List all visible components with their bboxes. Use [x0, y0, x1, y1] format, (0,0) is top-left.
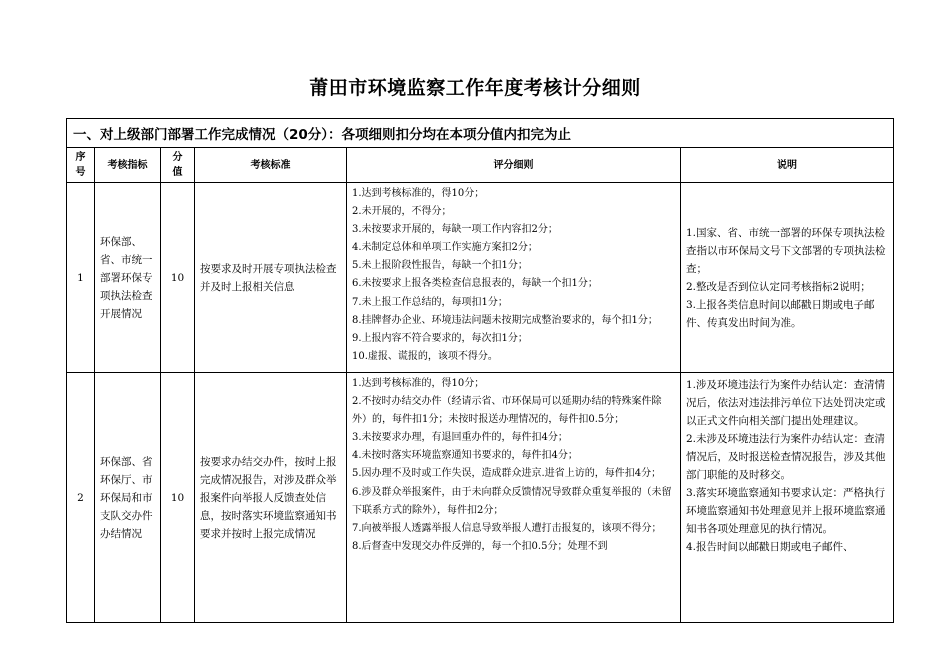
- indicator-cell: 环保部、省、市统一部署环保专项执法检查开展情况: [95, 183, 161, 373]
- header-standard: 考核标准: [195, 148, 347, 183]
- standard-cell: 按要求及时开展专项执法检查并及时上报相关信息: [195, 183, 347, 373]
- table-row: [67, 373, 894, 623]
- section-heading: 一、对上级部门部署工作完成情况（20分）：各项细则扣分均在本项分值内扣完为止: [67, 119, 894, 148]
- standard-cell: 按要求办结交办件，按时上报完成情况报告，对涉及群众举报案件向举报人反馈查处信息，按时落实环境监察通知书要求并按时上报完成情况: [195, 373, 347, 623]
- header-notes: 说明: [681, 148, 894, 183]
- rules-cell: [347, 373, 681, 623]
- rule-line: 1.达到考核标准的，得10分；: [352, 188, 485, 199]
- notes-cell: 1.国家、省、市统一部署的环保专项执法检查指以市环保局文号下文部署的专项执法检查； 2.整改是否到位认定同考核指标2说明； 3.上报各类信息时间以邮戳日期或电子邮件、传真发出时间为准。: [681, 183, 894, 373]
- rule-line: 4.未按时落实环境监察通知书要求的，每件扣4分；: [352, 450, 578, 462]
- header-indicator: 考核指标: [95, 148, 161, 183]
- rule-line: 6.涉及群众举报案件，由于未向群众反馈情况导致群众重复举报的（未留下联系方式的除外），每件扣2分；: [352, 486, 672, 516]
- scoring-table: [66, 118, 894, 623]
- rule-line: 7.向被举报人透露举报人信息导致举报人遭打击报复的，该项不得分；: [352, 522, 662, 534]
- rule-line: 5.未上报阶段性报告，每缺一个扣1分；: [352, 260, 528, 272]
- notes-text: 1.涉及环境违法行为案件办结认定：查清情况后，依法对违法排污单位下达处罚决定或以正式文件向相关部门提出处理建议。 2.未涉及环境违法行为案件办结认定：查清情况后，及时报送检查情况报告，涉及其他部门职能的及时移交。 3.落实环境监察通知书要求认定：严格执行环境监察通知书处理意见并上报环境监察通知书各项处理意见的执行情况。 4.报告时间以邮戳日期或电子邮件、: [686, 379, 886, 553]
- rule-line: 3.未按要求开展的，每缺一项工作内容扣2分；: [352, 224, 558, 236]
- score-cell: 10: [161, 183, 195, 373]
- header-rules: 评分细则: [347, 148, 681, 183]
- table-row: [67, 183, 894, 373]
- rule-line: 9.上报内容不符合要求的，每次扣1分；: [352, 332, 528, 344]
- seq-cell: 1: [67, 183, 95, 373]
- header-score: 分值: [161, 148, 195, 183]
- indicator-cell: 环保部、省环保厅、市环保局和市支队交办件办结情况: [95, 373, 161, 623]
- rule-line: 6.未按要求上报各类检查信息报表的，每缺一个扣1分；: [352, 278, 598, 290]
- rules-cell: [347, 183, 681, 373]
- rule-line: 2.不按时办结交办件（经请示省、市环保局可以延期办结的特殊案件除外）的，每件扣1分；未按时报送办理情况的，每件扣0.5分；: [352, 396, 662, 426]
- notes-cell: [681, 373, 894, 623]
- rule-line: 2.未开展的，不得分；: [352, 206, 452, 218]
- rule-line: 4.未制定总体和单项工作实施方案扣2分；: [352, 242, 538, 254]
- rule-line: 8.后督查中发现交办件反弹的，每一个扣0.5分；处理不到: [352, 540, 608, 552]
- rule-line: 8.挂牌督办企业、环境违法问题未按期完成整治要求的，每个扣1分；: [352, 314, 658, 326]
- rule-line: 10.虚报、谎报的，该项不得分。: [352, 350, 498, 362]
- rule-line: 5.因办理不及时或工作失误，造成群众进京.进省上访的，每件扣4分；: [352, 468, 662, 480]
- score-cell: 10: [161, 373, 195, 623]
- header-seq: 序号: [67, 148, 95, 183]
- seq-cell: 2: [67, 373, 95, 623]
- rule-line: 3.未按要求办理，有退回重办件的，每件扣4分；: [352, 432, 568, 444]
- page-title: 莆田市环境监察工作年度考核计分细则: [309, 77, 641, 99]
- rule-line: 1.达到考核标准的，得10分；: [352, 378, 485, 389]
- rule-line: 7.未上报工作总结的，每项扣1分；: [352, 296, 508, 308]
